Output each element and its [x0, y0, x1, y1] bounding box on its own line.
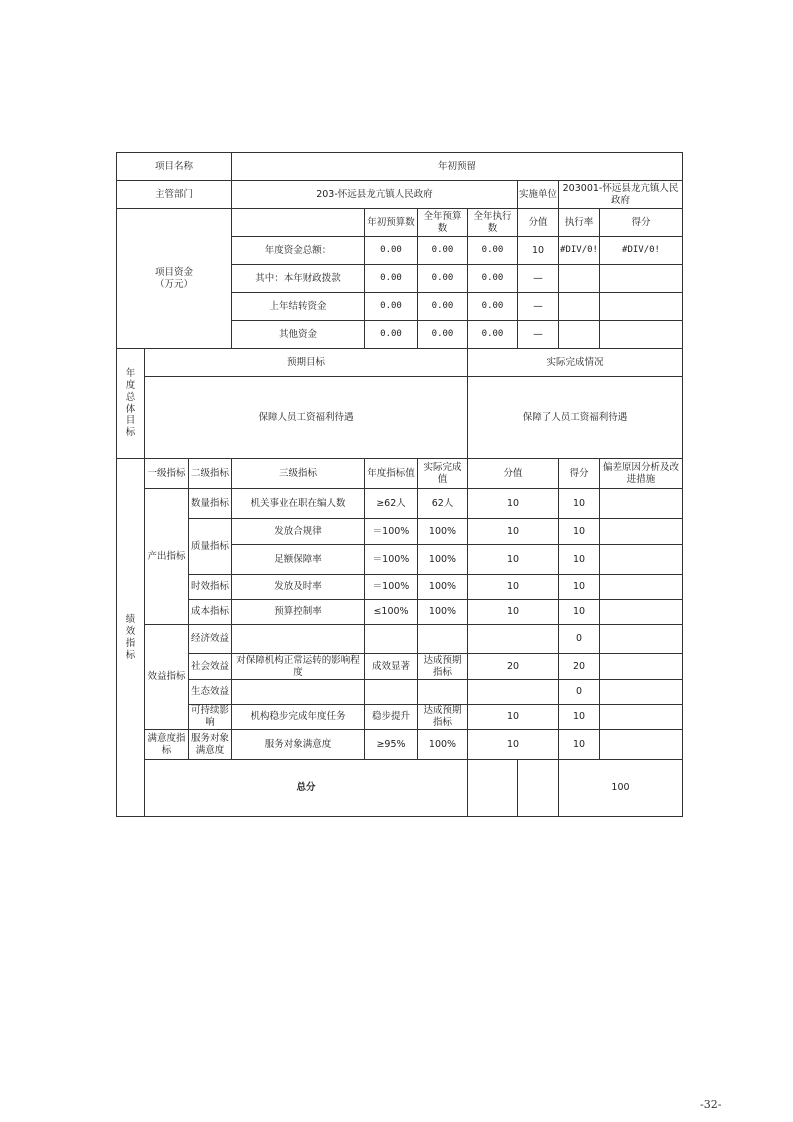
social-benefit-label: 社会效益 — [189, 654, 232, 680]
ecological-benefit-label: 生态效益 — [189, 680, 232, 705]
funds-row-annual: 0.00 — [418, 237, 468, 265]
score-value: 10 — [559, 600, 600, 625]
funds-row-rate — [559, 321, 600, 349]
funds-row-initial: 0.00 — [365, 293, 418, 321]
funds-col-weight: 分值 — [518, 209, 559, 237]
funds-row-score: #DIV/0! — [600, 237, 683, 265]
score-value: 10 — [559, 545, 600, 575]
impl-label: 实施单位 — [518, 181, 559, 209]
third-level-indicator: 服务对象满意度 — [232, 730, 365, 760]
score-value: 10 — [559, 489, 600, 519]
impl-value: 203001-怀远县龙亢镇人民政府 — [559, 181, 683, 209]
score-value: 20 — [559, 654, 600, 680]
score-value: 10 — [559, 730, 600, 760]
third-level-indicator: 足额保障率 — [232, 545, 365, 575]
third-level-indicator — [232, 680, 365, 705]
quality-indicator-label: 质量指标 — [189, 519, 232, 575]
funds-col-executed: 全年执行数 — [468, 209, 518, 237]
target-value: ≥95% — [365, 730, 418, 760]
actual-value: 100% — [418, 600, 468, 625]
funds-row-annual: 0.00 — [418, 265, 468, 293]
funds-row-initial: 0.00 — [365, 237, 418, 265]
funds-row-executed: 0.00 — [468, 321, 518, 349]
third-level-indicator: 预算控制率 — [232, 600, 365, 625]
funds-row-score — [600, 321, 683, 349]
funds-row-name: 年度资金总额： — [232, 237, 365, 265]
funds-row-annual: 0.00 — [418, 293, 468, 321]
actual-goal-text: 保障了人员工资福利待遇 — [468, 377, 683, 459]
satisfaction-indicator-label: 满意度指标 — [145, 730, 189, 760]
dept-value: 203-怀远县龙亢镇人民政府 — [232, 181, 518, 209]
table-row — [117, 519, 683, 545]
perf-col-target: 年度指标值 — [365, 459, 418, 489]
perf-col-level1: 一级指标 — [145, 459, 189, 489]
funds-row-rate: #DIV/0! — [559, 237, 600, 265]
funds-row-executed: 0.00 — [468, 265, 518, 293]
target-value — [365, 625, 418, 654]
perf-col-score: 得分 — [559, 459, 600, 489]
weight-value — [468, 625, 559, 654]
total-blank-target — [468, 760, 518, 817]
target-value: ＝100% — [365, 545, 418, 575]
funds-col-blank — [232, 209, 365, 237]
actual-value: 100% — [418, 545, 468, 575]
score-value: 10 — [559, 705, 600, 730]
funds-row-weight: — — [518, 321, 559, 349]
deviation-note — [600, 625, 683, 654]
benefit-indicator-label: 效益指标 — [145, 625, 189, 730]
score-value: 0 — [559, 625, 600, 654]
funds-row-initial: 0.00 — [365, 321, 418, 349]
table-row — [117, 625, 683, 654]
weight-value: 10 — [468, 730, 559, 760]
deviation-note — [600, 519, 683, 545]
table-row — [117, 654, 683, 680]
weight-value: 10 — [468, 489, 559, 519]
third-level-indicator: 发放及时率 — [232, 575, 365, 600]
funds-col-score: 得分 — [600, 209, 683, 237]
table-row — [117, 600, 683, 625]
funds-row-weight: 10 — [518, 237, 559, 265]
target-value: 成效显著 — [365, 654, 418, 680]
table-row — [117, 730, 683, 760]
funds-row-executed: 0.00 — [468, 237, 518, 265]
output-indicator-label: 产出指标 — [145, 489, 189, 625]
deviation-note — [600, 730, 683, 760]
perf-col-weight: 分值 — [468, 459, 559, 489]
actual-value: 100% — [418, 575, 468, 600]
actual-goal-label: 实际完成情况 — [468, 349, 683, 377]
third-level-indicator: 发放合规律 — [232, 519, 365, 545]
weight-value: 20 — [468, 654, 559, 680]
dept-label: 主管部门 — [117, 181, 232, 209]
performance-label: 绩 效 指 标 — [117, 459, 145, 817]
project-name-value: 年初预留 — [232, 153, 683, 181]
economic-benefit-label: 经济效益 — [189, 625, 232, 654]
total-label: 总分 — [145, 760, 468, 817]
weight-value: 10 — [468, 545, 559, 575]
deviation-note — [600, 654, 683, 680]
project-name-label: 项目名称 — [117, 153, 232, 181]
deviation-note — [600, 680, 683, 705]
third-level-indicator: 机构稳步完成年度任务 — [232, 705, 365, 730]
perf-col-actual: 实际完成值 — [418, 459, 468, 489]
funds-row-weight: — — [518, 265, 559, 293]
weight-value — [468, 680, 559, 705]
funds-row-name: 其他资金 — [232, 321, 365, 349]
page-number: -32- — [700, 1098, 722, 1111]
weight-value: 10 — [468, 519, 559, 545]
actual-value: 达成预期指标 — [418, 705, 468, 730]
third-level-indicator: 机关事业在职在编人数 — [232, 489, 365, 519]
table-row — [117, 680, 683, 705]
score-value: 10 — [559, 575, 600, 600]
funds-row-score — [600, 293, 683, 321]
table-row — [117, 489, 683, 519]
actual-value: 达成预期指标 — [418, 654, 468, 680]
target-value: ＝100% — [365, 519, 418, 545]
weight-value: 10 — [468, 600, 559, 625]
performance-evaluation-table — [116, 152, 683, 817]
sustainable-impact-label: 可持续影响 — [189, 705, 232, 730]
actual-value: 62人 — [418, 489, 468, 519]
funds-row-name: 上年结转资金 — [232, 293, 365, 321]
funds-row-executed: 0.00 — [468, 293, 518, 321]
weight-value: 10 — [468, 575, 559, 600]
timeliness-indicator-label: 时效指标 — [189, 575, 232, 600]
total-row — [117, 760, 683, 817]
third-level-indicator: 对保障机构正常运转的影响程度 — [232, 654, 365, 680]
table-row — [117, 705, 683, 730]
actual-value: 100% — [418, 730, 468, 760]
funds-label: 项目资金 （万元） — [117, 209, 232, 349]
total-weight: 100 — [559, 760, 683, 817]
target-value: ≤100% — [365, 600, 418, 625]
funds-col-initial: 年初预算数 — [365, 209, 418, 237]
weight-value: 10 — [468, 705, 559, 730]
funds-col-rate: 执行率 — [559, 209, 600, 237]
target-value: ≥62人 — [365, 489, 418, 519]
perf-col-note: 偏差原因分析及改进措施 — [600, 459, 683, 489]
funds-row-name: 其中：本年财政拨款 — [232, 265, 365, 293]
target-value: 稳步提升 — [365, 705, 418, 730]
expected-goal-label: 预期目标 — [145, 349, 468, 377]
perf-col-level3: 三级指标 — [232, 459, 365, 489]
annual-goal-label: 年 度 总 体 目 标 — [117, 349, 145, 459]
score-value: 10 — [559, 519, 600, 545]
perf-col-level2: 二级指标 — [189, 459, 232, 489]
funds-row-score — [600, 265, 683, 293]
quantity-indicator-label: 数量指标 — [189, 489, 232, 519]
deviation-note — [600, 600, 683, 625]
funds-col-annual: 全年预算数 — [418, 209, 468, 237]
third-level-indicator — [232, 625, 365, 654]
actual-value: 100% — [418, 519, 468, 545]
funds-row-rate — [559, 265, 600, 293]
expected-goal-text: 保障人员工资福利待遇 — [145, 377, 468, 459]
deviation-note — [600, 705, 683, 730]
funds-row-annual: 0.00 — [418, 321, 468, 349]
service-satisfaction-label: 服务对象满意度 — [189, 730, 232, 760]
deviation-note — [600, 575, 683, 600]
total-blank-actual — [518, 760, 559, 817]
funds-row-initial: 0.00 — [365, 265, 418, 293]
funds-row-weight: — — [518, 293, 559, 321]
deviation-note — [600, 489, 683, 519]
deviation-note — [600, 545, 683, 575]
cost-indicator-label: 成本指标 — [189, 600, 232, 625]
funds-row-rate — [559, 293, 600, 321]
target-value: ＝100% — [365, 575, 418, 600]
actual-value — [418, 625, 468, 654]
table-row — [117, 575, 683, 600]
actual-value — [418, 680, 468, 705]
target-value — [365, 680, 418, 705]
score-value: 0 — [559, 680, 600, 705]
